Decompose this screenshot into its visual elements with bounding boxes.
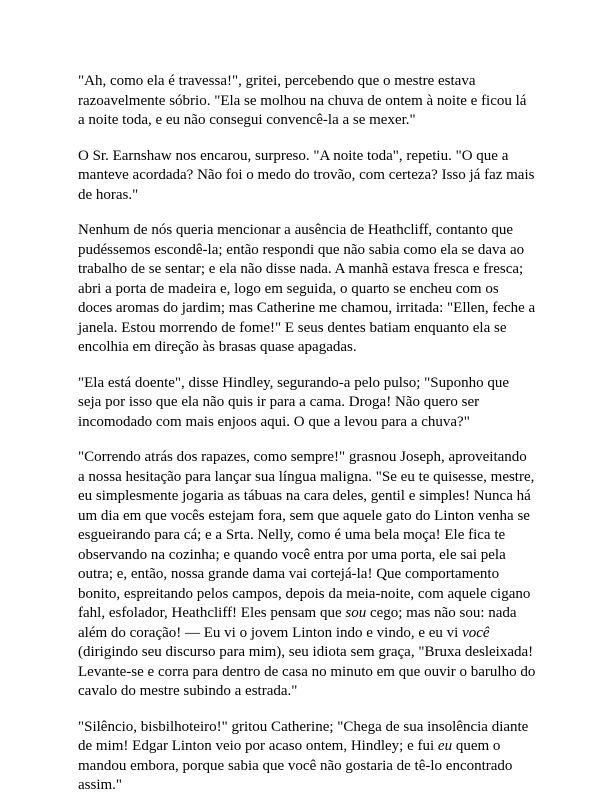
paragraph-4: "Ela está doente", disse Hindley, segurando-a pelo pulso; "Suponho que seja por isso que ela não quis ir para a cama. Droga! Não quero ser incomodado com mais enjoos aqui. O que a levou para a chuva?" [78, 374, 510, 430]
paragraph-3: Nenhum de nós queria mencionar a ausência de Heathcliff, contanto que pudéssemos escondê-la; então respondi que não sabia como ela se dava ao trabalho de se sentar; e ela não disse nada. A manhã estava fresca e fresca; abri a porta de madeira e, logo em seguida, o quarto se encheu com os doces aromas do jardim; mas Catherine me chamou, irritada: "Ellen, feche a janela. Estou morrendo de fome!" E seus dentes batiam enquanto ela se encolhia em direção às brasas quase apagadas. [78, 222, 536, 355]
paragraph-1: "Ah, como ela é travessa!", gritei, percebendo que o mestre estava razoavelmente sóbrio. "Ela se molhou na chuva de ontem à noite e ficou lá a noite toda, e eu não consegui convencê-la a se mexer." [78, 73, 527, 128]
paragraph-5: "Correndo atrás dos rapazes, como sempre!" grasnou Joseph, aproveitando a nossa hesitação para lançar sua língua maligna. "Se eu te quisesse, mestre, eu simplesmente jogaria as tábuas na cara deles, gentil e simples! Nunca há um dia em que vocês estejam fora, sem que aquele gato do Linton venha se esgueirando para cá; e a Srta. Nelly, como é uma bela moça! Ele fica te observando na cozinha; e quando você entra por uma porta, ele sai pela outra; e, então, nossa grande dama vai cortejá-la! Que comportamento bonito, espreitando pelos campos, depois da meia-noite, com aquele cigano fahl, esfolador, Heathcliff! Eles pensam que sou cego; mas não sou: nada além do coração! — Eu vi o jovem Linton indo e vindo, e eu vi você (dirigindo seu discurso para mim), seu idiota sem graça, "Bruxa desleixada! Levante-se e corra para dentro de casa no minuto em que ouvir o barulho do cavalo do mestre subindo a estrada." [78, 449, 536, 699]
body-text [78, 72, 540, 812]
paragraph-2: O Sr. Earnshaw nos encarou, surpreso. "A noite toda", repetiu. "O que a manteve acordada? Não foi o medo do trovão, com certeza? Isso já faz mais de horas." [78, 147, 535, 203]
paragraph-6: "Silêncio, bisbilhoteiro!" gritou Catherine; "Chega de sua insolência diante de mim! Edgar Linton veio por acaso ontem, Hindley; e fui eu quem o mandou embora, porque sabia que você não gostaria de tê-lo encontrado assim." [78, 718, 529, 793]
